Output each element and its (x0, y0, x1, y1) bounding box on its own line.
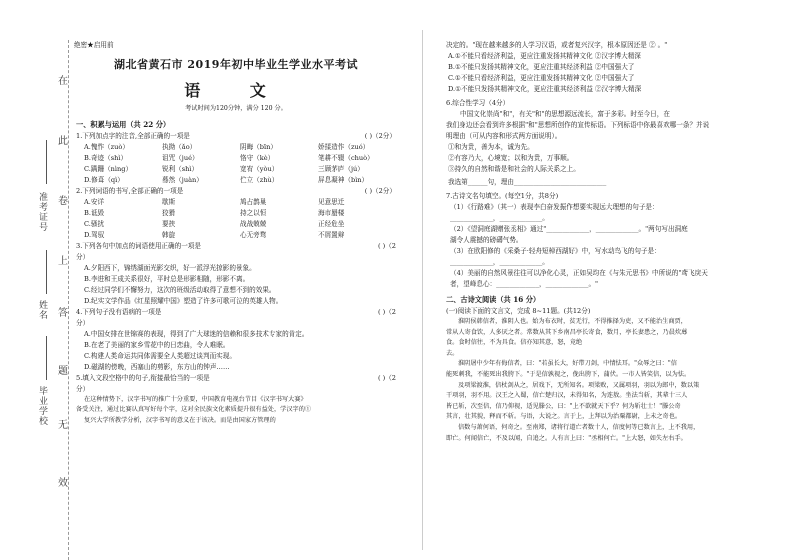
option-cell: 笔耕不辍（chuò） (318, 153, 374, 162)
seal-char: 答 (58, 308, 68, 319)
q3-score-cont: 分） (76, 252, 90, 261)
q4-stem-row (76, 307, 396, 318)
option-cell: 执拗（ǎo） (162, 142, 197, 151)
classical-text-line: 即亡。何闻信亡，不及以闻，自追之。人有言上曰："丞相何亡。"上大怒，如失左右手。 (446, 434, 687, 442)
option-cell: 诅咒（jué） (162, 153, 199, 162)
option-cell: 鸠占鹊巢 (240, 197, 267, 206)
option-cell: 锐利（shì） (162, 164, 199, 173)
q7-blank-line[interactable]: _____________，_____________。 (450, 258, 549, 266)
q3-option: C.经过同学们不懈努力，这次的班级活动取得了意想不到的效果。 (84, 285, 276, 294)
q2-option-row (76, 197, 396, 208)
q2-option-row (76, 230, 396, 241)
q2-score: ( )（2分） (364, 186, 396, 195)
option-cell: 韩旋 (162, 230, 176, 239)
q5-passage-line: 在这种情势下，汉字书写的推广十分重要，中国教育电视台节目《汉字书写大赛》 (84, 395, 307, 403)
q5-passage-line: 复兴大学所教学分析，汉字书写的意义在于该决。而是由国家方管理的 (84, 416, 276, 424)
option-cell: 娇揉造作（zuó） (318, 142, 370, 151)
classical-text-line: 淮阴侯韩信者，淮阴人也。始为布衣时，贫无行，不得推择为吏，又不能治生商贾， (458, 318, 687, 325)
q7-line: （1）《行路难》（其一）表现李白奋发振作想要实现远大理想的句子是： (450, 203, 659, 211)
option-cell: B.奇迹（shì） (84, 153, 128, 162)
q1-score: ( )（2分） (364, 131, 396, 140)
seal-char: 无 (58, 420, 68, 431)
q3-option: A.夕阳西下，锦绣湖面光影交织，好一派浮光掠影的景象。 (84, 263, 256, 272)
q4-score: ( )（2 (377, 307, 396, 316)
seal-char: 上 (58, 256, 68, 267)
option-cell: 持之以恒 (240, 208, 267, 217)
q3-stem: 3.下列各句中加点的词语使用正确的一项是 (76, 241, 201, 250)
q6-item: ③持久的自然和谐是和社会的人际关系之上。 (448, 165, 580, 173)
q6-paragraph: 我们身边还会看到许多根据"和"思想所创作的宣传标语。下列标语中你最喜欢哪一条？并说 (446, 121, 710, 129)
q7-line: （4）美丽的自然风景往往可以净化心灵，正如吴均在《与朱元思书》中所说的"鸢飞戾天 (450, 269, 708, 277)
right-column (446, 40, 774, 444)
q1-option-row (76, 175, 396, 186)
subject-title: 语 文 (184, 81, 288, 100)
q5-option: C.①不能只看经济利益，更应注重发扬其精神文化 ②中国强大了 (448, 74, 635, 82)
exam-info: 考试时间为120分钟，满分 120 分。 (185, 105, 287, 112)
classical-text-line: 信数与萧何语，何奇之。至南郑，诸将行道亡者数十人，信度何等已数言上，上不我用， (458, 423, 700, 431)
option-cell: 蓦然（juàn） (162, 175, 203, 184)
left-column (76, 34, 396, 426)
q6-answer-line[interactable]: 我选第______句，理由____________________________ (448, 178, 607, 186)
seal-char: 此 (58, 136, 68, 147)
column-divider (422, 30, 423, 550)
q2-stem: 2.下列词语的书写,全部正确的一项是 (76, 186, 184, 195)
exam-title: 湖北省黄石市 2019年初中毕业生学业水平考试 (114, 58, 358, 71)
exam-number-label: 准考证号 (37, 192, 47, 232)
q5-stem: 5.填入文段空格中的句子,衔接最恰当的一项是 (76, 373, 210, 382)
school-line (46, 336, 47, 380)
q5-option: D.①不能只发扬其精神文化，更应注重其经济利益 ②汉字博大精深 (448, 85, 642, 93)
classical-text-line: 常从人寄食饮，人多厌之者。常数从其下乡南昌亭长寄食，数月，亭长妻患之，乃晨炊蓐 (446, 328, 688, 336)
option-cell: 狡猾 (162, 208, 176, 217)
classical-text-line: 能死刺我，不能死出我胯下。"于是信孰视之，俛出胯下，蒲伏。一市人皆笑信，以为怯。 (446, 370, 691, 378)
q4-option: B.在老了美丽的家乡雪花中的日恋曲，令人难眠。 (84, 340, 230, 349)
q5-option: A.①不能只看经济利益，更应注重发扬其精神文化 ②汉字博大精深 (448, 52, 641, 60)
seal-char: 在 (58, 76, 68, 87)
q7-line[interactable]: （2）《望洞庭湖赠张丞相》通过"_____________，_____________。"两句写出洞庭 (450, 225, 688, 233)
option-cell: 阴晦（bīn） (240, 142, 277, 151)
option-cell: 见意思迁 (318, 197, 345, 206)
classical-text-line: 去。 (446, 349, 459, 357)
option-cell: C.骚扰 (84, 219, 105, 228)
q7-blank-line[interactable]: 者，望峰息心：_____________，_____________。" (450, 280, 599, 288)
seal-char: 题 (58, 366, 68, 377)
option-cell: 宽宥（yòu） (240, 164, 279, 173)
q1-option-row (76, 153, 396, 164)
q7-stem: 7.古诗文名句填空。(每空1分，共8分) (446, 192, 559, 200)
option-cell: 歇斯 (162, 197, 176, 206)
seal-char: 效 (58, 478, 68, 489)
option-cell: B.诋毁 (84, 208, 105, 217)
option-cell: D.修葺（qì） (84, 175, 124, 184)
exam-number-line (46, 140, 47, 184)
q1-option-row (76, 142, 396, 153)
option-cell: C.蹒跚（nìng） (84, 164, 133, 173)
q3-option: D.纪实文学作品《红星照耀中国》塑造了许多可歌可泣的英雄人物。 (84, 296, 283, 305)
classical-text-line: 淮阴屠中少年有侮信者，曰："若虽长大，好带刀剑，中情怯耳。"众辱之曰："信 (458, 360, 677, 368)
classical-text-line: 及项梁渡淮，信杖剑从之，居戏下，无所知名。项梁败，又属项羽，羽以为郎中，数以策 (458, 381, 700, 389)
seal-dashed-line (68, 40, 69, 560)
q7-line: （3）在欧阳修的《采桑子·轻舟短棹西湖好》中，写水动鸟飞的句子是： (450, 247, 661, 255)
option-cell: 伫立（zhù） (240, 175, 279, 184)
q6-stem: 6.综合性学习（4分） (446, 99, 510, 107)
option-cell: 心无旁骛 (240, 230, 267, 239)
q1-stem: 1.下列加点字的注音,全部正确的一项是 (76, 131, 190, 140)
q1-option-row (76, 164, 396, 175)
q5-continuation: 决定的。"现在越来越多的人学习汉语，或者复兴汉字，根本原因还是 ② 。" (446, 41, 668, 49)
name-label: 姓名 (37, 300, 47, 320)
name-line (46, 250, 47, 294)
q4-option: A.中国女排在世锦赛的表现，得到了广大球迷的信赖和很多技术专家的肯定。 (84, 329, 309, 338)
option-cell: D.驾驭 (84, 230, 105, 239)
option-cell: 战战兢兢 (240, 219, 267, 228)
binding-margin (0, 0, 78, 560)
option-cell: 恪守（kè） (240, 153, 275, 162)
q4-option: D.磁湖的傍晚，西塞山的剪影，东方山的钟声…… (84, 362, 230, 371)
q6-item: ①和为贵，善为本，诚为先。 (448, 143, 534, 151)
subsection-1-title: (一)阅读下面的文言文，完成 8~11题。(共12分) (446, 307, 591, 315)
option-cell: 屏息凝神（bìn） (318, 175, 369, 184)
q6-paragraph: 中国文化崇尚"和"，有关"和"的思想源远流长，富于多彩。时至今日，在 (460, 110, 670, 118)
seal-char: 卷 (58, 196, 68, 207)
secret-label: 绝密★启用前 (74, 41, 114, 49)
classical-text-line: 干项羽，羽不用。汉王之入蜀，信亡楚归汉，未得知名，为连敖。坐法当斩，其辈十三人 (446, 392, 688, 400)
q3-option: B.李进和王成关系很好，平时总是形影相随，形影不离。 (84, 274, 250, 283)
classical-text-line: 食。食时信往，不为具食。信亦知其意，怒，竟绝 (446, 339, 583, 347)
option-cell: 海市蜃楼 (318, 208, 345, 217)
q2-stem-row (76, 186, 396, 197)
q3-stem-row (76, 241, 396, 252)
section-2-title: 二、古诗文阅读（共 16 分） (446, 295, 541, 304)
q5-option: B.①不能只发扬其精神文化，更应注重其经济利益 ②中国强大了 (448, 63, 635, 71)
classical-text-line: 其言，壮其貌，释而不斩。与语，大说之。言于上，上拜以为治粟都尉，上未之奇也。 (446, 413, 682, 421)
option-cell: A.安详 (84, 197, 105, 206)
q2-option-row (76, 219, 396, 230)
q5-stem-row (76, 373, 396, 384)
q7-line: 湖令人震撼的磅礴气势。 (450, 236, 523, 244)
q5-passage-line: 备受关注，通过比赛认真写好每个字，这对全民族文化素质提升很有益处，学汉字的① (76, 406, 312, 414)
option-cell: 不屑置辩 (318, 230, 345, 239)
option-cell: 三顾茅庐（jú） (318, 164, 364, 173)
q2-option-row (76, 208, 396, 219)
q5-score: ( )（2 (377, 373, 396, 382)
q6-paragraph: 明理由（可从内容和形式两方面说明）。 (446, 132, 562, 140)
q4-stem: 4.下列句子没有语病的一项是 (76, 307, 162, 316)
school-label: 毕业学校 (37, 386, 47, 426)
option-cell: 要挟 (162, 219, 176, 228)
option-cell: A.愧怍（zuò） (84, 142, 129, 151)
q5-score-cont: 分） (76, 384, 90, 393)
q3-score: ( )（2 (377, 241, 396, 250)
section-1-title: 一、积累与运用（共 22 分） (76, 119, 171, 129)
option-cell: 正经危坐 (318, 219, 345, 228)
q6-item: ②有容乃大，心境宽；以和为贵，万事顺。 (448, 154, 574, 162)
q4-score-cont: 分） (76, 318, 90, 327)
q7-blank-line[interactable]: _____________，_____________。 (450, 214, 549, 222)
q1-stem-row (76, 131, 396, 142)
classical-text-line: 皆已斩，次至信，信乃仰视，适见滕公，曰："上不欲就天下乎？何为斩壮士！"滕公奇 (446, 402, 681, 410)
q4-option: C.构建人类命运共同体需要全人类超过谈判而实现。 (84, 351, 236, 360)
